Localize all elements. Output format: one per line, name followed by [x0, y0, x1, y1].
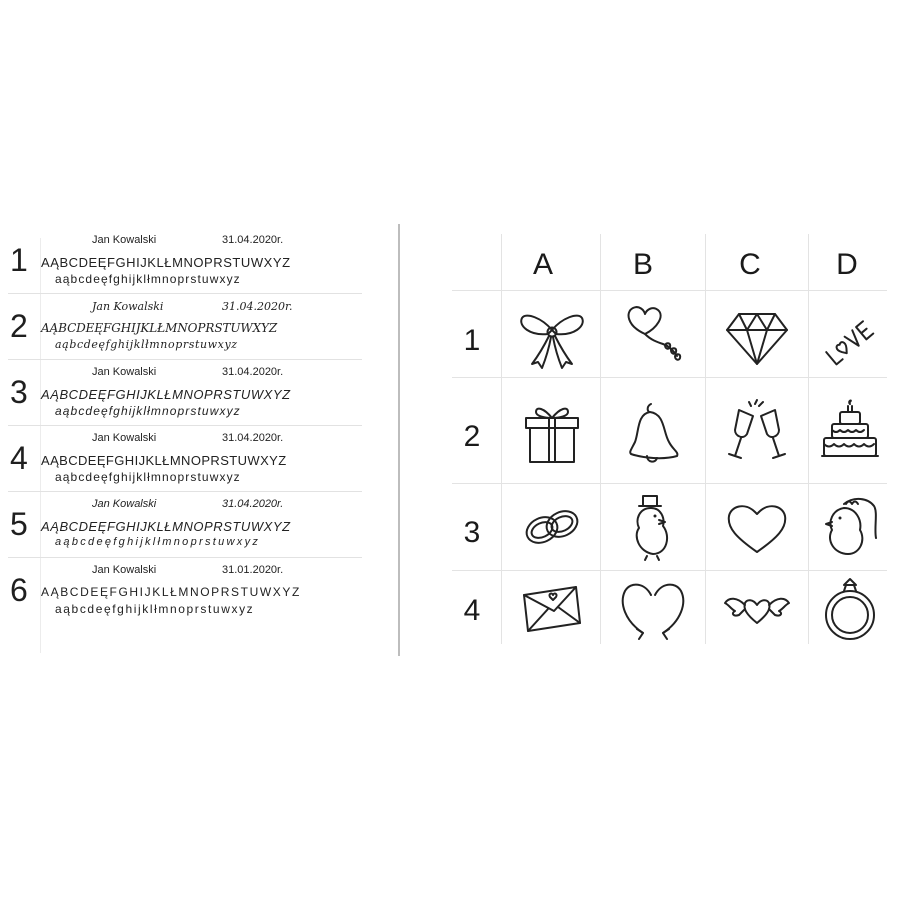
grid-line [452, 290, 887, 291]
row-label-3: 3 [463, 516, 481, 549]
sample-uppercase: AĄBCDEĘFGHIJKLŁMNOPRSTUWXYZ [41, 453, 287, 468]
bow-icon [516, 300, 588, 372]
font-sample-4[interactable] [0, 426, 392, 492]
grid-line [600, 234, 601, 644]
motif-4b[interactable] [604, 574, 702, 644]
diamond-icon [721, 300, 793, 372]
row-label-2: 2 [463, 420, 481, 453]
motif-4c[interactable] [709, 574, 805, 644]
heart-icon [721, 492, 793, 564]
font-number: 3 [10, 374, 28, 410]
font-sample-1[interactable] [0, 228, 392, 294]
font-number: 1 [10, 242, 28, 278]
motif-1d[interactable] [812, 298, 887, 374]
sample-uppercase: AĄBCDEĘFGHIJKLŁMNOPRSTUWXYZ [41, 387, 291, 402]
font-number: 4 [10, 440, 28, 476]
column-label-a: A [532, 248, 553, 281]
sample-uppercase: AĄBCDEĘFGHIJKLŁMNOPRSTUWXYZ [41, 519, 291, 534]
sample-lowercase: aąbcdeęfghijklłmnoprstuwxyz [55, 602, 255, 616]
motif-3a[interactable] [508, 490, 596, 566]
heart-arrows-icon [617, 573, 689, 645]
sample-name: Jan Kowalski [92, 234, 157, 246]
sample-name: Jan Kowalski [92, 498, 157, 510]
motif-3c[interactable] [709, 490, 805, 566]
bride-bird-icon [814, 492, 886, 564]
motif-2a[interactable] [508, 384, 596, 480]
sample-name: Jan Kowalski [92, 366, 157, 378]
sample-lowercase: aąbcdeęfghijklłmnoprstuwxyz [55, 470, 241, 484]
motif-1a[interactable] [508, 298, 596, 374]
column-label-d: D [836, 248, 858, 281]
sample-date: 31.04.2020r. [222, 366, 284, 378]
motif-2b[interactable] [604, 384, 702, 480]
motif-grid [452, 234, 887, 644]
motif-1c[interactable] [709, 298, 805, 374]
grid-line [452, 483, 887, 484]
grid-line [501, 234, 502, 644]
motif-4d[interactable] [812, 574, 887, 644]
panel-divider [398, 224, 400, 656]
font-number: 5 [10, 506, 28, 542]
motif-2c[interactable] [709, 384, 805, 480]
motif-1b[interactable] [604, 298, 702, 374]
sample-uppercase: AĄBCDEĘFGHIJKLŁMNOPRSTUWXYZ [41, 585, 301, 599]
sample-lowercase: aąbcdeęfghijklłmnoprstuwxyz [55, 338, 238, 351]
ring-icon [814, 573, 886, 645]
heart-balloon-icon [617, 300, 689, 372]
envelope-icon [516, 573, 588, 645]
sample-name: Jan Kowalski [92, 432, 157, 444]
winged-heart-icon [721, 573, 793, 645]
grid-line [808, 234, 809, 644]
motif-4a[interactable] [508, 574, 596, 644]
grid-line [452, 377, 887, 378]
font-sample-3[interactable] [0, 360, 392, 426]
motif-3d[interactable] [812, 490, 887, 566]
sample-lowercase: aąbcdeęfghijklłmnoprstuwxyz [55, 272, 241, 286]
rings-icon [516, 492, 588, 564]
font-sample-2[interactable] [0, 294, 392, 360]
sample-name: Jan Kowalski [92, 300, 164, 313]
groom-bird-icon [617, 492, 689, 564]
gift-box-icon [516, 396, 588, 468]
sample-date: 31.01.2020r. [222, 564, 284, 576]
font-number: 2 [10, 308, 28, 344]
wedding-cake-icon [814, 396, 886, 468]
column-label-b: B [632, 248, 653, 281]
font-samples-panel [0, 228, 392, 653]
sample-uppercase: AĄBCDEĘFGHIJKLŁMNOPRSTUWXYZ [41, 321, 278, 335]
motif-3b[interactable] [604, 490, 702, 566]
font-sample-6[interactable] [0, 558, 392, 624]
font-number: 6 [10, 572, 28, 608]
sample-lowercase: aąbcdeęfghijklłmnoprstuwxyz [55, 536, 261, 548]
grid-line [452, 570, 887, 571]
sample-uppercase: AĄBCDEĘFGHIJKLŁMNOPRSTUWXYZ [41, 255, 291, 270]
grid-line [705, 234, 706, 644]
sample-date: 31.04.2020r. [222, 300, 293, 313]
column-label-c: C [739, 248, 761, 281]
sample-date: 31.04.2020r. [222, 432, 284, 444]
bell-icon [617, 396, 689, 468]
sample-date: 31.04.2020r. [222, 234, 284, 246]
font-sample-5[interactable] [0, 492, 392, 558]
sample-date: 31.04.2020r. [222, 498, 284, 510]
row-label-1: 1 [463, 324, 481, 357]
row-label-4: 4 [463, 594, 481, 627]
sample-name: Jan Kowalski [92, 564, 157, 576]
love-text-icon [814, 300, 886, 372]
motif-2d[interactable] [812, 384, 887, 480]
champagne-glasses-icon [721, 396, 793, 468]
sample-lowercase: aąbcdeęfghijklłmnoprstuwxyz [55, 404, 241, 418]
